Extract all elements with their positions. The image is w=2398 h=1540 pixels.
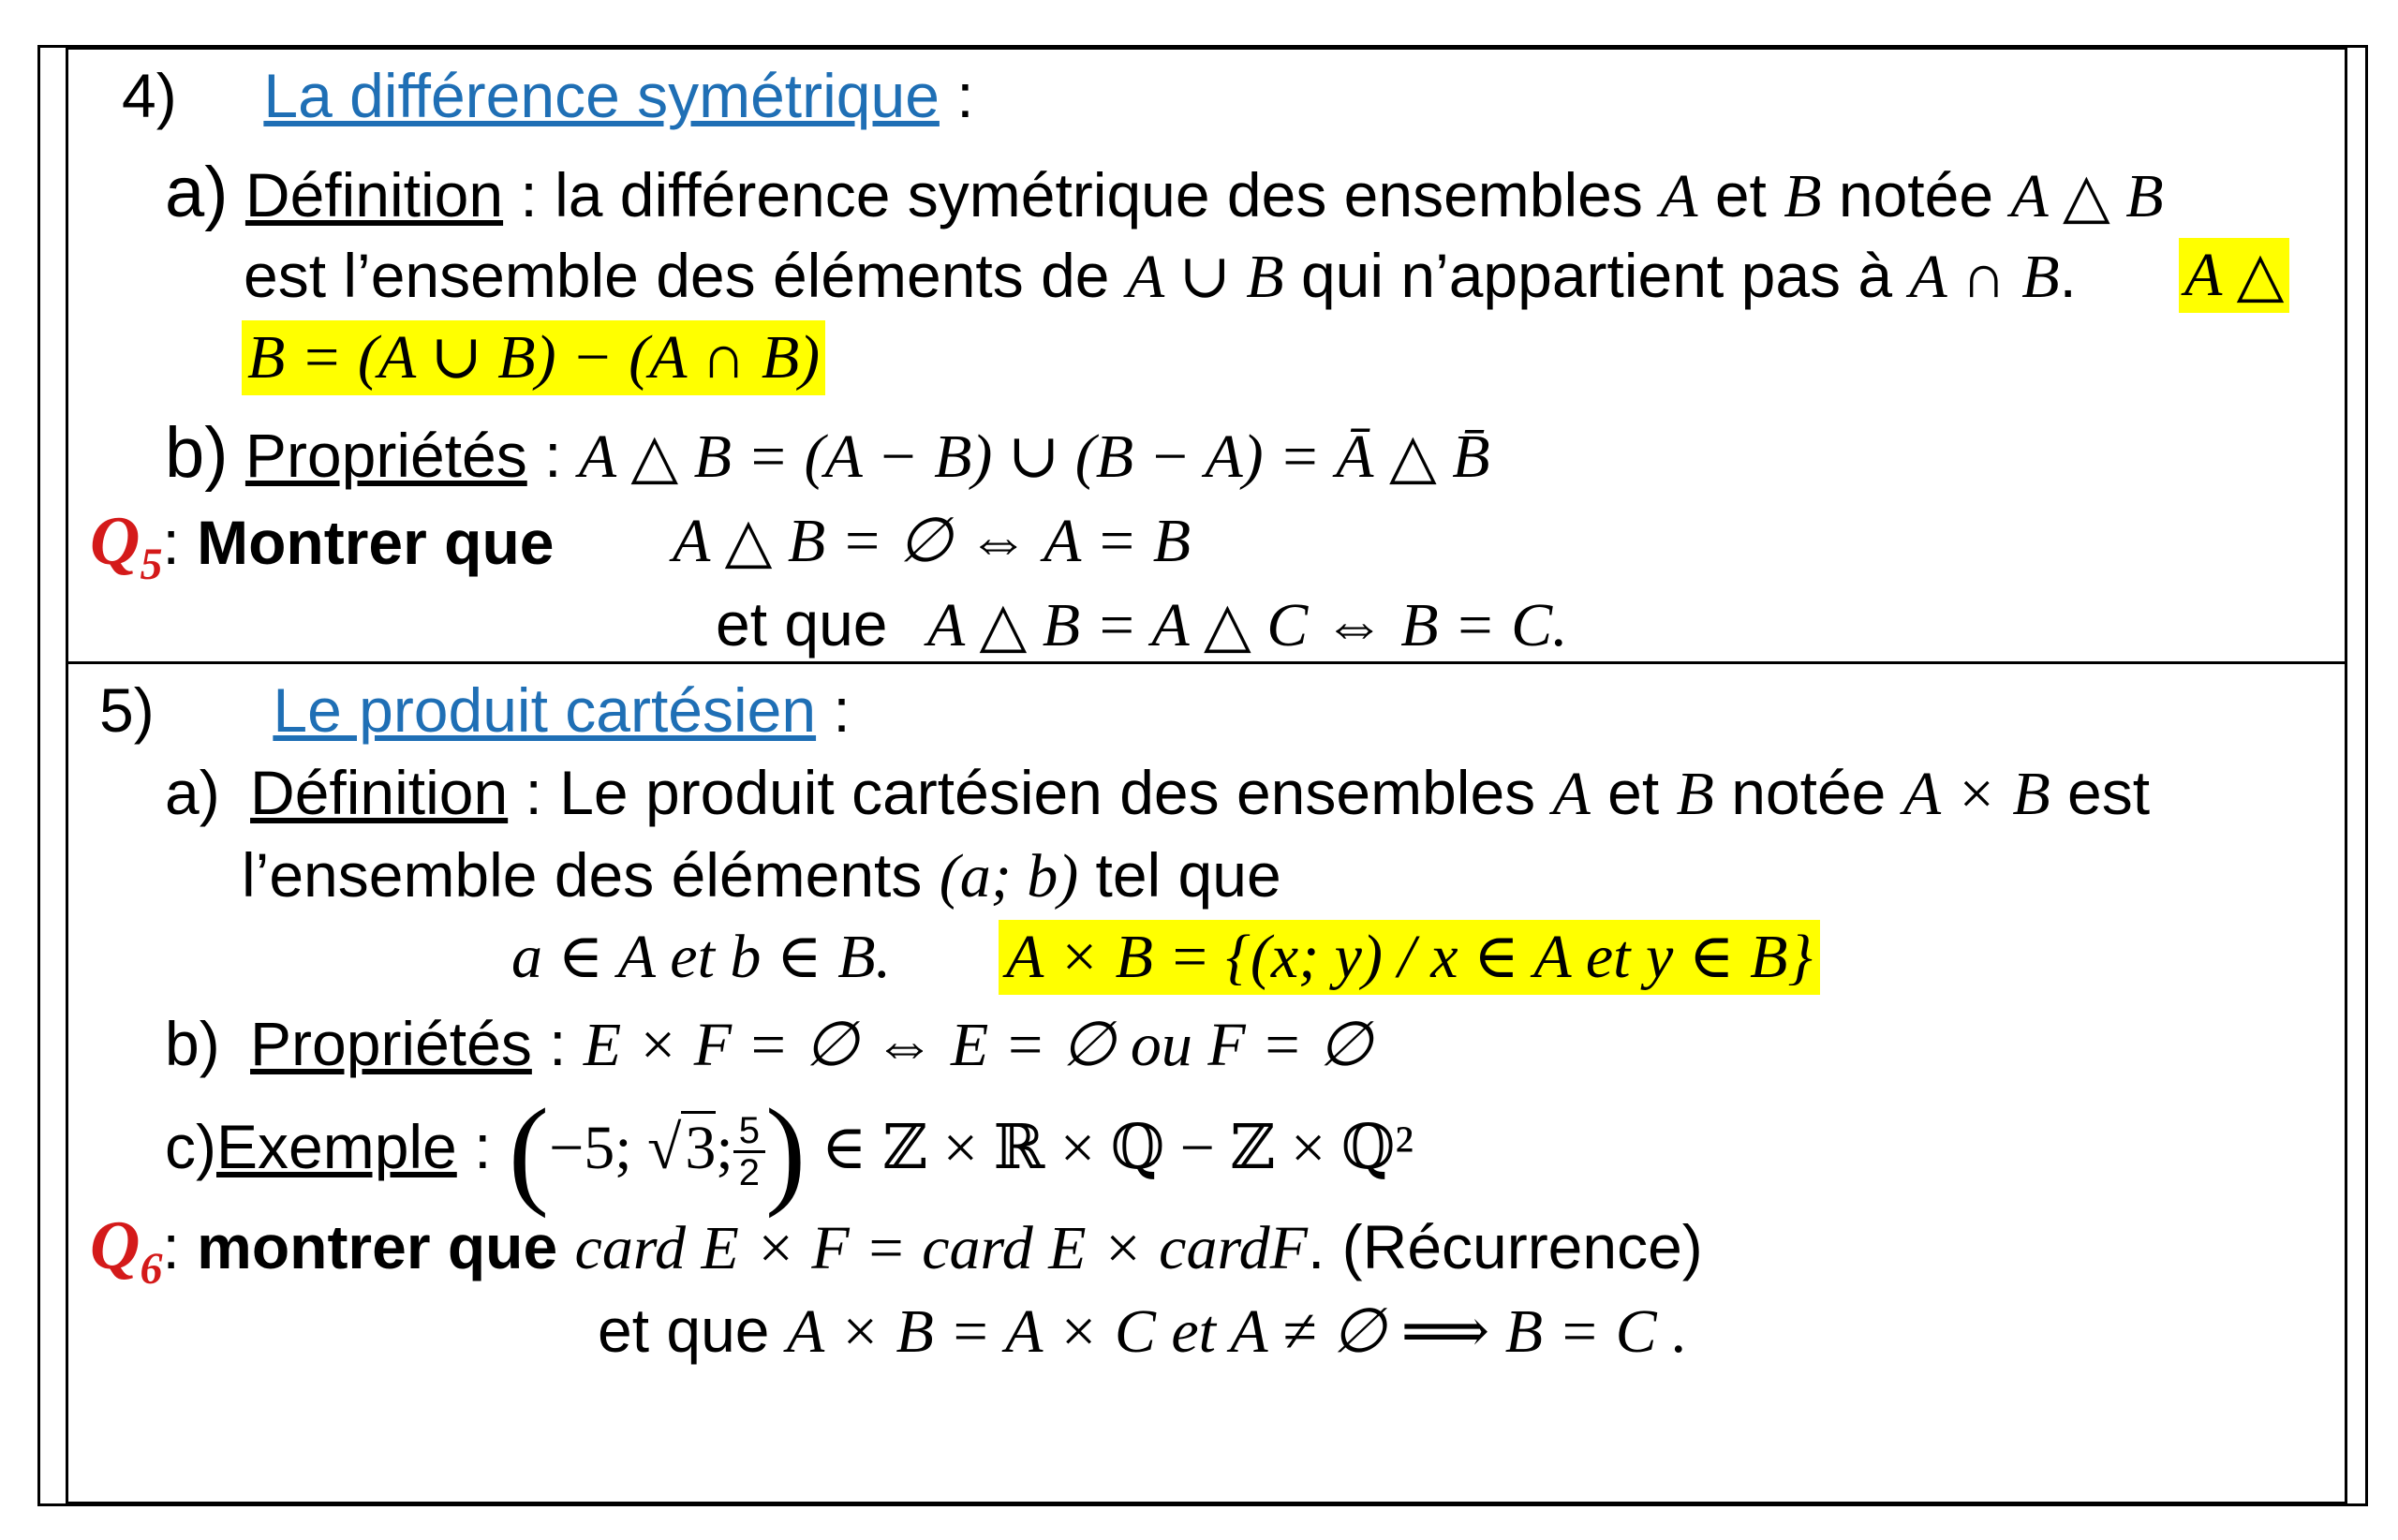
item-a-label: a) bbox=[165, 758, 220, 827]
section4-heading: 4) La différence symétrique : bbox=[122, 61, 974, 130]
properties-formula: A △ B = (A − B) ∪ (B − A) = Ā △ B̄ bbox=[578, 422, 1490, 491]
question5-formula1: A △ B = ∅ ⇔ A = B bbox=[673, 507, 1192, 575]
section5-heading: 5) Le produit cartésien : bbox=[99, 675, 851, 745]
question5-line2: et que A △ B = A △ C ⇔ B = C. bbox=[716, 589, 1568, 659]
highlighted-formula-part1: A △ bbox=[2179, 238, 2289, 313]
properties-label: Propriétés bbox=[250, 1009, 532, 1078]
section4-number: 4) bbox=[122, 61, 177, 130]
question-5: $Q_5$: Montrer que bbox=[90, 503, 555, 589]
section4-definition-line1: a) Définition : la différence symétrique des ensembles A et B notée A △ B bbox=[165, 153, 2164, 232]
section5-title-link[interactable]: Le produit cartésien bbox=[273, 675, 817, 745]
example-label: Exemple bbox=[215, 1112, 457, 1181]
properties-formula: E × F = ∅ ⇔ E = ∅ ou F = ∅ bbox=[583, 1011, 1372, 1079]
question6-formula1: card E × F = card E × cardF bbox=[574, 1214, 1308, 1282]
section5-definition-line2: l’ensemble des éléments (a; b) tel que bbox=[242, 840, 1281, 911]
section4-properties: b) Propriétés : A △ B = (A − B) ∪ (B − A) = Ā △ B̄ bbox=[165, 413, 1490, 493]
section5-number: 5) bbox=[99, 675, 155, 745]
section4-definition-line2: est l’ensemble des éléments de A ∪ B qui n’appartient pas à A ∩ B. bbox=[244, 241, 2077, 311]
item-b-label: b) bbox=[165, 1009, 220, 1078]
section5-properties: b) Propriétés : E × F = ∅ ⇔ E = ∅ ou F = ∅ bbox=[165, 1009, 1372, 1079]
highlighted-cartesian-formula: A × B = {(x; y) / x ∈ A et y ∈ B} bbox=[999, 920, 1820, 995]
question-label: $Q_6$ bbox=[90, 1207, 163, 1294]
section4-title-link[interactable]: La différence symétrique bbox=[263, 61, 940, 130]
properties-label: Propriétés bbox=[244, 421, 527, 490]
definition-label: Définition bbox=[244, 160, 504, 230]
section5-definition-line1: a) Définition : Le produit cartésien des ensembles A et B notée A × B est bbox=[165, 758, 2151, 828]
item-b-label: b) bbox=[165, 413, 229, 493]
question-6: $Q_6$: montrer que card E × F = card E × cardF. (Récurrence) bbox=[90, 1207, 1703, 1294]
item-c-label: c) bbox=[165, 1112, 216, 1181]
item-a-label: a) bbox=[165, 153, 229, 232]
highlighted-formula-part2: B = (A ∪ B) − (A ∩ B) bbox=[242, 320, 825, 395]
section5-definition-line3: a ∈ A et b ∈ B. bbox=[511, 923, 892, 991]
example-sets: ∈ ℤ × ℝ × ℚ − ℤ × ℚ² bbox=[806, 1114, 1414, 1182]
question5-formula2: A △ B = A △ C ⇔ B = C. bbox=[926, 591, 1568, 659]
definition-label: Définition bbox=[250, 758, 509, 827]
question6-line2: et que A × B = A × C et A ≠ ∅ ⟹ B = C . bbox=[598, 1296, 1688, 1366]
section5-example: c)Exemple : (−5; √3; $\frac{5}{2}$ ) ∈ ℤ × ℝ × ℚ − ℤ × ℚ² bbox=[165, 1084, 1414, 1220]
question-label: $Q_5$ bbox=[90, 503, 163, 589]
question6-formula2: A × B = A × C et A ≠ ∅ ⟹ B = C . bbox=[786, 1297, 1688, 1366]
fraction-five-halves: $\frac{5}{2}$ bbox=[733, 1111, 765, 1192]
